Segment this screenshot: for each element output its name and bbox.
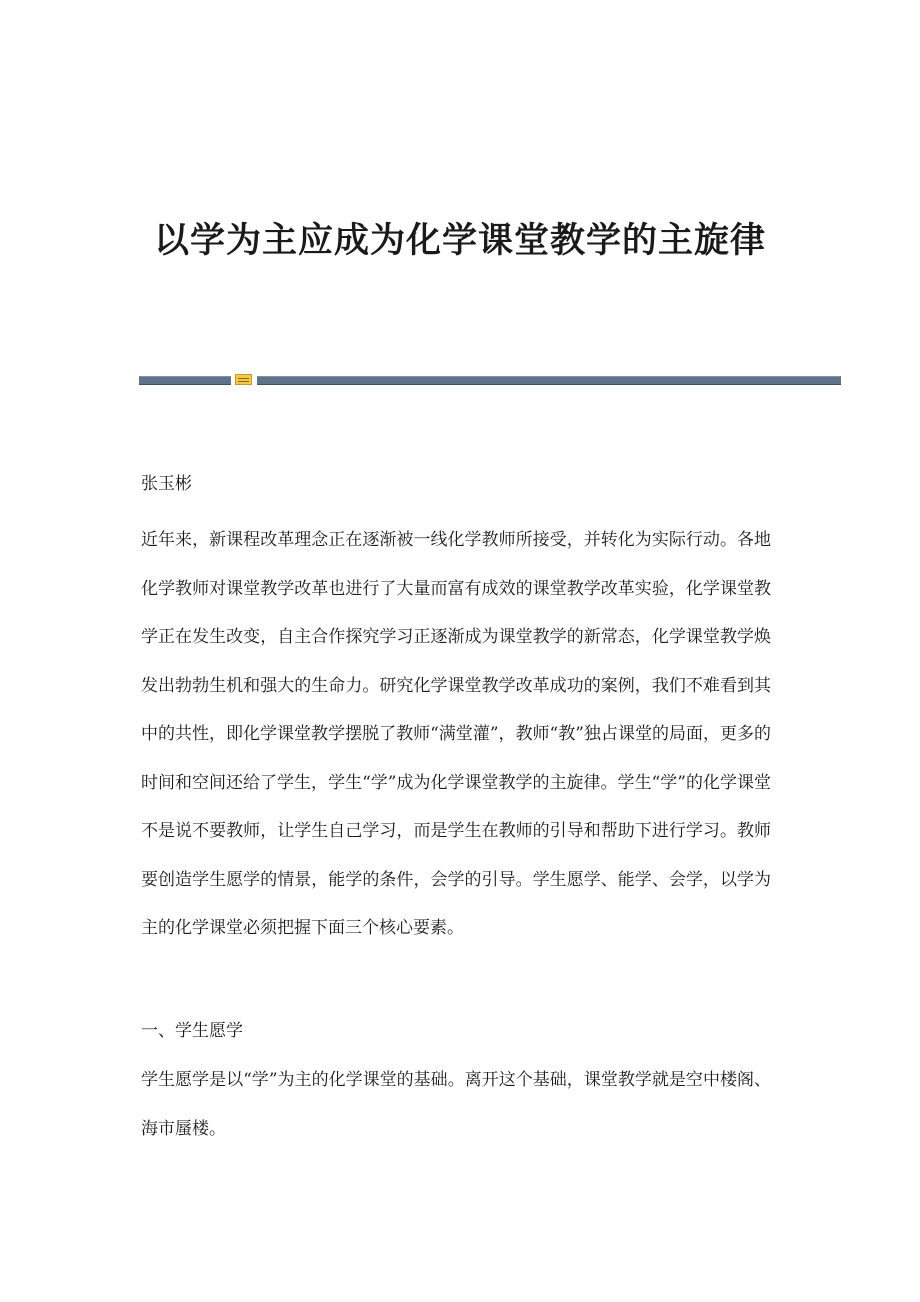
title-divider (139, 374, 841, 384)
section-paragraph: 学生愿学是以“学”为主的化学课堂的基础。离开这个基础，课堂教学就是空中楼阁、海市蜃楼。 (141, 1070, 771, 1139)
section-heading: 一、学生愿学 (141, 1021, 243, 1041)
document-title: 以学为主应成为化学课堂教学的主旋律 (153, 220, 766, 261)
divider-bar-right (257, 376, 841, 385)
divider-bar-left (139, 376, 231, 385)
intro-paragraph: 近年来，新课程改革理念正在逐渐被一线化学教师所接受，并转化为实际行动。各地化学教师对课堂教学改革也进行了大量而富有成效的课堂教学改革实验，化学课堂教学正在发生改变，自主合作探究学习正逐渐成为课堂教学的新常态，化学课堂教学焕发出勃勃生机和强大的生命力。研究化学课堂教学改革成功的案例，我们不难看到其中的共性，即化学课堂教学摆脱了教师“满堂灌”，教师“教”独占课堂的局面，更多的时间和空间还给了学生，学生“学”成为化学课堂教学的主旋律。学生“学”的化学课堂不是说不要教师，让学生自己学习，而是学生在教师的引导和帮助下进行学习。教师要创造学生愿学的情景，能学的条件，会学的引导。学生愿学、能学、会学，以学为主的化学课堂必须把握下面三个核心要素。 (141, 530, 771, 938)
author-name: 张玉彬 (141, 474, 192, 494)
divider-ornament-icon (235, 374, 252, 385)
